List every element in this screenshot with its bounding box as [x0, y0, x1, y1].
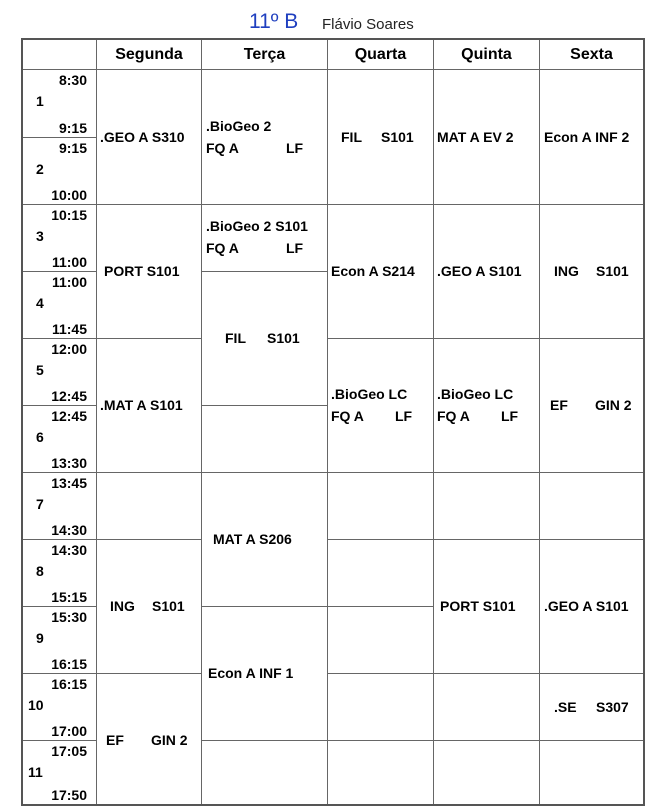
slot-number: 9	[36, 630, 44, 646]
subject: FQ A	[206, 240, 239, 256]
time-slot	[23, 540, 97, 606]
class-cell: .GEO A S101	[437, 263, 522, 279]
room: S101	[381, 129, 414, 145]
slot-start: 12:00	[51, 341, 87, 357]
subject: .SE	[554, 699, 577, 715]
class-cell	[437, 383, 518, 427]
day-header-segunda: Segunda	[115, 46, 183, 63]
grid-line	[328, 338, 434, 339]
grid-line	[540, 740, 643, 741]
room: S101	[596, 263, 629, 279]
grid-line	[434, 204, 540, 205]
time-slot	[23, 674, 97, 740]
grid-line	[327, 40, 328, 804]
room: LF	[395, 408, 413, 424]
slot-end: 17:00	[51, 723, 87, 739]
timetable-grid	[21, 38, 645, 806]
subject: ING	[554, 263, 579, 279]
schedule-header	[0, 10, 648, 38]
grid-line	[434, 539, 540, 540]
class-cell: Econ A INF 1	[208, 665, 294, 681]
slot-number: 3	[36, 228, 44, 244]
class-line	[206, 237, 308, 259]
grid-line	[328, 204, 434, 205]
slot-number: 11	[28, 764, 43, 780]
slot-start: 13:45	[51, 475, 87, 491]
time-slot	[23, 339, 97, 405]
slot-number: 1	[36, 93, 44, 109]
class-line: .BioGeo 2	[206, 118, 272, 134]
subject: FIL	[225, 330, 246, 346]
class-cell: .MAT A S101	[100, 397, 183, 413]
class-cell	[341, 126, 414, 148]
day-header-sexta: Sexta	[570, 46, 613, 63]
subject: EF	[550, 397, 568, 413]
grid-line	[540, 539, 643, 540]
grid-line	[202, 606, 328, 607]
class-cell	[206, 115, 303, 159]
grid-line	[434, 472, 540, 473]
grid-line	[328, 606, 434, 607]
time-slot	[23, 607, 97, 673]
grid-line	[540, 472, 643, 473]
slot-number: 7	[36, 496, 44, 512]
class-cell: MAT A S206	[213, 531, 292, 547]
class-line	[331, 405, 412, 427]
class-line: .BioGeo LC	[331, 386, 408, 402]
slot-number: 2	[36, 161, 44, 177]
class-cell: .GEO A S310	[100, 129, 185, 145]
time-slot	[23, 272, 97, 338]
slot-start: 15:30	[51, 609, 87, 625]
slot-end: 14:30	[51, 522, 87, 538]
time-slot	[23, 205, 97, 271]
grid-line	[97, 472, 202, 473]
grid-line	[540, 673, 643, 674]
class-cell	[554, 696, 629, 718]
class-name: 11º B	[249, 10, 299, 33]
grid-line	[540, 204, 643, 205]
subject: EF	[106, 732, 124, 748]
grid-line	[23, 69, 643, 70]
slot-end: 12:45	[51, 388, 87, 404]
time-slot	[23, 70, 97, 137]
class-cell	[225, 327, 300, 349]
class-cell	[106, 729, 188, 751]
slot-start: 11:00	[51, 274, 87, 290]
slot-start: 14:30	[51, 542, 87, 558]
day-header-quinta: Quinta	[461, 46, 512, 63]
subject: FIL	[341, 129, 362, 145]
slot-number: 6	[36, 429, 44, 445]
grid-line	[433, 40, 434, 804]
grid-line	[540, 338, 643, 339]
grid-line	[328, 472, 434, 473]
room: LF	[501, 408, 519, 424]
subject: ING	[110, 598, 135, 614]
day-header-quarta: Quarta	[354, 46, 407, 63]
subject: FQ A	[437, 408, 470, 424]
slot-start: 10:15	[51, 207, 87, 223]
slot-number: 5	[36, 362, 44, 378]
time-slot	[23, 741, 97, 804]
teacher-name: Flávio Soares	[322, 16, 414, 33]
slot-start: 17:05	[51, 743, 87, 759]
slot-start: 12:45	[51, 408, 87, 424]
class-line: .BioGeo 2 S101	[206, 218, 308, 234]
class-cell: Econ A INF 2	[544, 129, 630, 145]
class-cell	[206, 215, 308, 259]
class-cell: .GEO A S101	[544, 598, 629, 614]
room: S101	[267, 330, 300, 346]
room: S307	[596, 699, 629, 715]
grid-line	[202, 472, 328, 473]
slot-start: 16:15	[51, 676, 87, 692]
grid-line	[97, 338, 202, 339]
slot-start: 8:30	[58, 72, 87, 88]
slot-end: 13:30	[51, 455, 87, 471]
class-cell	[554, 260, 629, 282]
grid-line	[434, 673, 540, 674]
grid-line	[97, 204, 202, 205]
grid-line	[434, 740, 540, 741]
room: GIN 2	[595, 397, 632, 413]
grid-line	[202, 740, 328, 741]
grid-line	[434, 338, 540, 339]
class-line: .BioGeo LC	[437, 386, 514, 402]
room: GIN 2	[151, 732, 188, 748]
class-cell	[331, 383, 412, 427]
class-line	[206, 137, 303, 159]
grid-line	[97, 673, 202, 674]
time-slot	[23, 473, 97, 539]
class-cell	[110, 595, 185, 617]
class-cell: PORT S101	[440, 598, 516, 614]
grid-line	[97, 539, 202, 540]
slot-end: 11:00	[51, 254, 87, 270]
grid-line	[328, 539, 434, 540]
time-slot	[23, 406, 97, 472]
grid-line	[202, 204, 328, 205]
day-header-terca: Terça	[243, 46, 286, 63]
slot-end: 16:15	[51, 656, 87, 672]
room: LF	[286, 240, 304, 256]
grid-line	[202, 405, 328, 406]
slot-number: 4	[36, 295, 44, 311]
class-line	[437, 405, 518, 427]
time-slot	[23, 138, 97, 204]
subject: FQ A	[206, 140, 239, 156]
slot-end: 15:15	[51, 589, 87, 605]
class-cell: PORT S101	[104, 263, 180, 279]
slot-start: 9:15	[58, 140, 87, 156]
class-cell: Econ A S214	[331, 263, 415, 279]
grid-line	[201, 40, 202, 804]
grid-line	[202, 271, 328, 272]
slot-number: 10	[28, 697, 44, 713]
grid-line	[328, 673, 434, 674]
slot-number: 8	[36, 563, 44, 579]
class-cell: MAT A EV 2	[437, 129, 514, 145]
slot-end: 11:45	[51, 321, 87, 337]
slot-end: 17:50	[51, 787, 87, 803]
grid-line	[539, 40, 540, 804]
slot-end: 9:15	[58, 120, 87, 136]
room: LF	[286, 140, 304, 156]
room: S101	[152, 598, 185, 614]
subject: FQ A	[331, 408, 364, 424]
class-cell	[550, 394, 632, 416]
slot-end: 10:00	[51, 187, 87, 203]
grid-line	[328, 740, 434, 741]
